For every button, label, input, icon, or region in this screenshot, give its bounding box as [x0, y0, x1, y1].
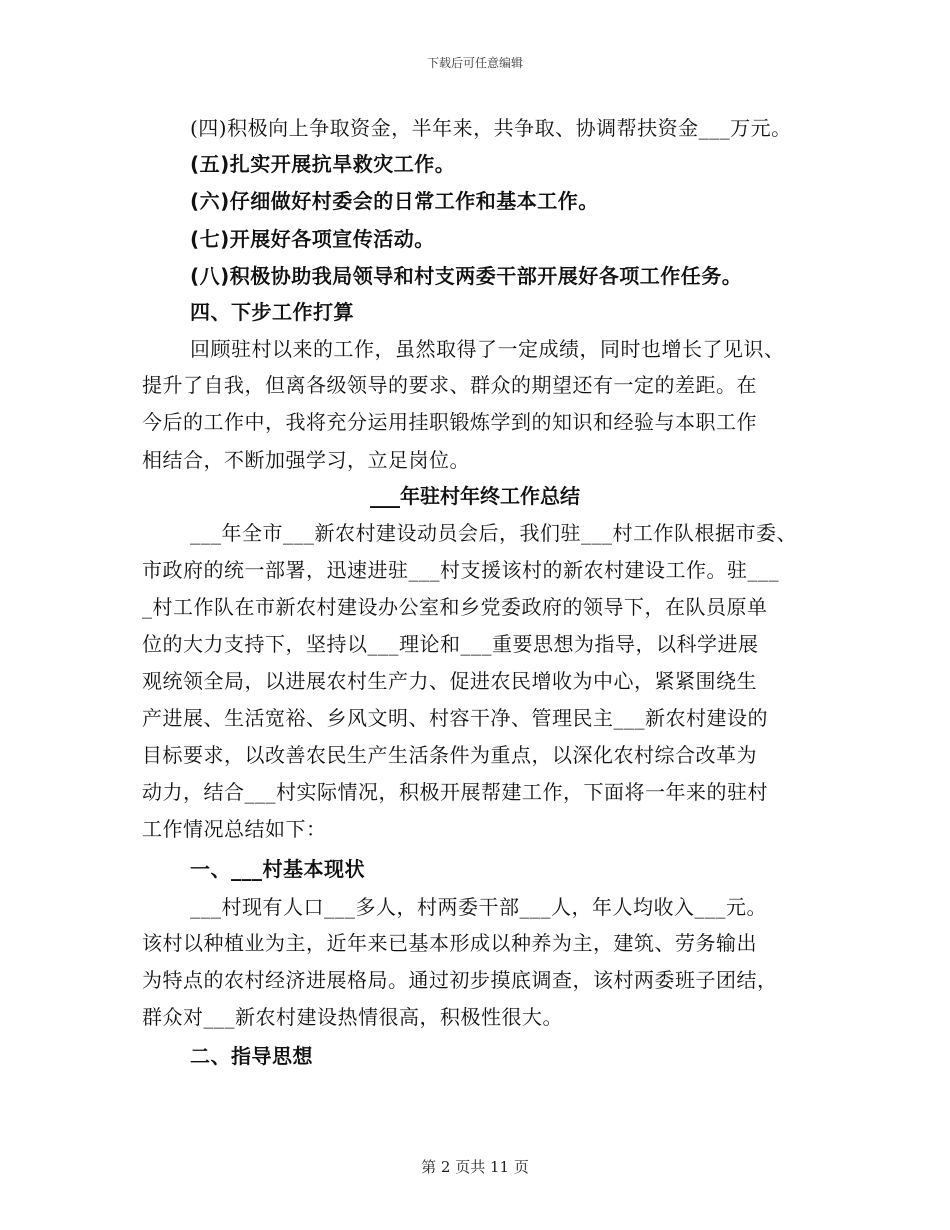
section-heading: 一、___村基本现状: [190, 857, 365, 881]
paragraph-line: (四)积极向上争取资金，半年来，共争取、协调帮扶资金___万元。: [190, 116, 792, 140]
paragraph-line: 为特点的农村经济进展格局。通过初步摸底调查，该村两委班子团结，: [142, 968, 778, 992]
paragraph-line: 工作情况总结如下：: [142, 817, 327, 841]
paragraph-line: 今后的工作中，我将充分运用挂职锻炼学到的知识和经验与本职工作: [142, 410, 757, 434]
document-title: ___年驻村年终工作总结: [370, 484, 580, 508]
paragraph-line: ___村现有人口___多人，村两委干部___人，年人均收入___元。: [190, 895, 767, 919]
section-heading: (六)仔细做好村委会的日常工作和基本工作。: [190, 189, 599, 213]
paragraph-line: 群众对___新农村建设热情很高，积极性很大。: [142, 1005, 563, 1029]
paragraph-line: 产进展、生活宽裕、乡风文明、村容干净、管理民主___新农村建设的: [142, 706, 768, 730]
page-number: 第 2 页共 11 页: [421, 1158, 529, 1176]
section-heading: (七)开展好各项宣传活动。: [190, 227, 435, 251]
paragraph-line: 回顾驻村以来的工作，虽然取得了一定成绩，同时也增长了见识、: [190, 337, 785, 361]
section-heading: 四、下步工作打算: [190, 300, 354, 324]
paragraph-line: 目标要求，以改善农民生产生活条件为重点，以深化农村综合改革为: [142, 743, 757, 767]
paragraph-line: ___年全市___新农村建设动员会后，我们驻___村工作队根据市委、: [190, 521, 797, 545]
paragraph-line: 该村以种植业为主，近年来已基本形成以种养为主，建筑、劳务输出: [142, 931, 757, 955]
paragraph-line: 观统领全局，以进展农村生产力、促进农民增收为中心，紧紧围绕生: [142, 669, 757, 693]
paragraph-line: 提升了自我，但离各级领导的要求、群众的期望还有一定的差距。在: [142, 373, 757, 397]
section-heading: (八)积极协助我局领导和村支两委干部开展好各项工作任务。: [190, 264, 743, 288]
paragraph-line: 相结合，不断加强学习，立足岗位。: [142, 448, 470, 472]
paragraph-line: 动力，结合___村实际情况，积极开展帮建工作，下面将一年来的驻村: [142, 780, 768, 804]
paragraph-line: 市政府的统一部署，迅速进驻___村支援该村的新农村建设工作。驻___: [142, 558, 779, 582]
page-header: 下载后可任意编辑: [426, 56, 523, 70]
paragraph-line: _村工作队在市新农村建设办公室和乡党委政府的领导下，在队员原单: [142, 595, 768, 619]
paragraph-line: 位的大力支持下，坚持以___理论和___重要思想为指导，以科学进展: [142, 632, 759, 656]
section-heading: (五)扎实开展抗旱救灾工作。: [190, 152, 456, 176]
section-heading: 二、指导思想: [190, 1044, 313, 1068]
